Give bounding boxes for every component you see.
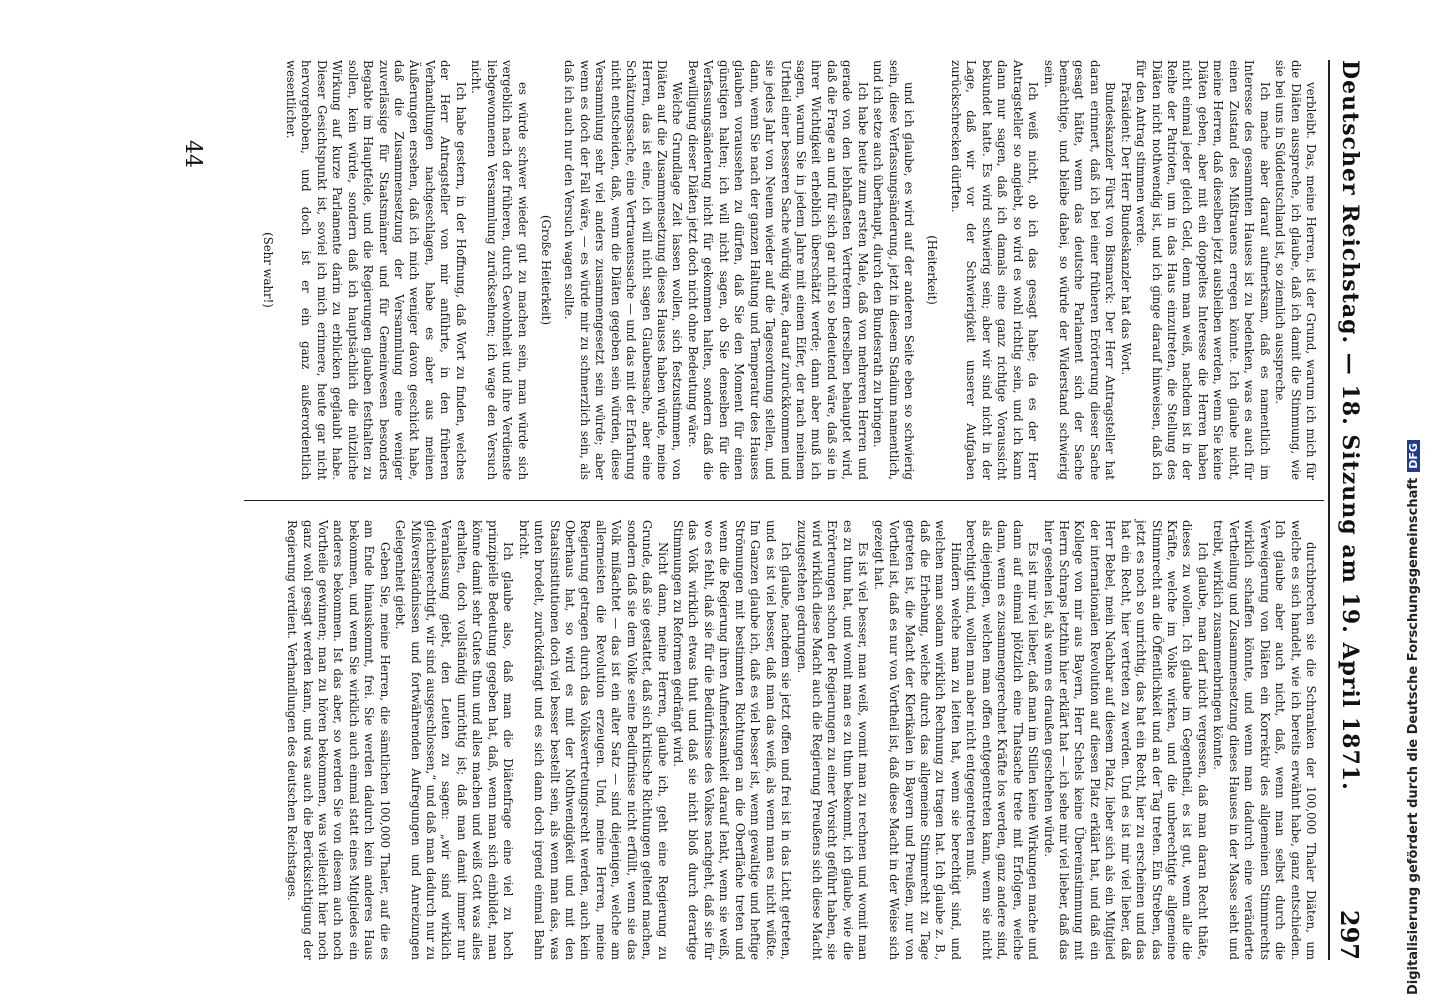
paragraph: Ich mache aber darauf aufmerksam, daß es namentlich im Interesse des gesammten Hauses ist zu bedenken, was es auch für einen Zustand des Mißtrauens erregen könnte. Ich glaube nicht, meine Herren, daß dieselben jetzt ausbleiben werden, wenn Sie keine Diäten geben, aber mit ein doppeltes Interesse die Herren haben nicht einmal jeder gleich Geld, denn man weiß, nachdem ist in der Reihe der Patrioten, um in das Haus einzutreten, die Stellung des Diäten nicht nothwendig ist, und ich ginge darauf hinweisen, daß ich für den Antrag stimmen werde. [1134,60,1272,480]
document-page [10,0,1390,1000]
paragraph: Ich glaube, nachdem sie jetzt offen und frei ist in das Licht getreten, und es ist viel besser, daß man das weiß, als wenn man es nicht wüßte. Im Ganzen glaube ich, daß es viel besser ist, wenn gewaltige und heftige Strömungen mit bestimmten Richtungen an die Oberfläche treten und wenn die Regierung ihren Aufmerksamkeit darauf lenkt, wenn sie weiß, wo es fehlt, daß sie für die Bedürfnisse des Volkes nachgeht, daß sie für das Volk wirklich etwas thut und daß sie nicht bloß durch derartige Stimmungen zu Reformen gedrängt wird. [671,520,794,960]
paragraph: Ich glaube, man darf nicht vergessen, daß man daran Recht thäte, dieses zu wollen. Ich glaube im Gegentheil, es ist gut, wenn alle die Kräfte, welche im Volke wirken, und die unberechtigte allgemeine Stimmrecht an die Öffentlichkeit und an der Tag treten. Ein Streben, das jetzt es noch so unrichtig, das hat ein Recht, hier zu erscheinen und das hat ein Recht, hier vertreten zu werden. Und es ist mir viel lieber, daß Herr Bebel, mein Nachbar auf diesem Platz, lieber sich als ein Mitglied der internationalen Revolution auf diesen Platz erklärt hat, und daß ein Kollege von mir aus Bayern, Herr Schels keine Übereinstimmung mit Herrn Schraps letzthin hier erklärt hat — ich sehe mir viel lieber, daß das hier gesehen ist, als wenn es draußen geschehen würde. [1041,520,1210,960]
paragraph: und ich glaube, es wird auf der anderen Seite eben so schwierig sein, diese Verfassungsänderung, jetzt in diesem Stadium namentlich, und ich setze auch überhaupt, durch den Bundesrath zu bringen. [871,60,917,480]
page-number: 297 [1335,909,1365,960]
paragraph: es würde schwer wieder gut zu machen sein, man würde sich vergeblich nach der früheren, durch Gewohnheit und ihre Verdienste liebgewonnenen Versammlung zurücksehnen; ich wage den Versuch nicht. [469,60,530,480]
paragraph: Ich glaube also, daß man die Diätenfrage eine viel zu hoch prinzipielle Bedeutung gegeben hat, daß, wenn man sich einbildet, man könne damit sehr Gutes thun und alles machen und weiß Gott was alles erhalten, doch vollständig unrichtig ist; daß man damit immer nur Veranlassung giebt, den Leuten zu sagen: „wir sind wirklich gleichberechtigt, wir sind ausgeschlossen,“ und daß man dadurch nur zu Mißverständnissen und fortwährenden Aufregungen und Anreizungen Gelegenheit giebt. [393,520,516,960]
paragraph: verbleibt. Das, meine Herren, ist der Grund, warum ich mich für die Diäten ausspreche, ich glaube, daß ich damit die Stimmung, wie sie bei uns in Süddeutschland ist, so ziemlich ausspreche. [1273,60,1318,480]
paragraph: Welche Grundlage Zeit lassen wollen, sich festzustimmen, von Diäten auf die Zusammensetzung dieses Hauses haben würde, meine Herren, das ist eine, ich will nicht sagen Glaubensache, aber eine Schätzungssache, eine Vertrauenssache — und das mit der Erfahrung nicht entscheiden, daß, wenn die Diäten gegeben sein würden, diese Versammlung sehr viel anders zusammengesetzt sein würde; aber wenn es doch der Fall wäre, — es würde mir zu schmerzlich sein, als daß ich auch nur den Versuch wagen sollte. [562,60,685,480]
paragraph: Geben Sie, meine Herren, die sämtlichen 100,000 Thaler, auf die es am Ende hinauskommt, frei. Sie werden dadurch kein anderes Haus bekommen, und wenn Sie wirklich auch einmal statt eines Mitgliedes ein anderes bekommen. Ist das aber, so werden Sie von diesem auch noch Vortheile gewinnen; man zu hören bekommen, was vielleicht hier noch ganz wohl gesagt werden kann, und was auch die Berücksichtigung der Regierung verdient. Verhandlungen des deutschen Reichstages. [285,520,392,960]
paragraph: Bundeskanzler Fürst von Bismarck: Der Herr Antragsteller hat daran erinnert, daß ich bei einer früheren Erörterung dieser Sache gesagt hätte, wenn das deutsche Parlament sich der Sache bemächtige, und bleibe dabei, so würde der Widerstand schwierig sein. [1041,60,1118,480]
left-text-column [251,60,1318,480]
column-divider [244,500,1324,501]
paragraph: Präsident: Der Herr Bundeskanzler hat das Wort. [1118,82,1133,376]
paragraph: durchbrechen sie die Schranken der 100,000 Thaler Diäten, um welche es sich handelt, wie ich bereits erwähnt habe, ganz entschieden. Ich glaube aber auch nicht, daß, wenn man selbst durch die Verweigerung von Diäten ein Korrektiv des allgemeinen Stimmrechts wirklich schaffen könnte, und wenn man dadurch eine veränderte Vertheilung und Zusammensetzung dieses Hauses in der Masse sieht und treibt, wirklich zusammenbringen könnte. [1211,520,1318,960]
page-header [1328,60,1370,960]
paragraph: Es ist viel besser, man weiß, womit man zu rechnen und womit man es zu thun hat, und womit man es zu thun bekommt, ich glaube, wie die Erörterungen schon der Regierungen zu einer Vorsicht geführt haben, sie wird wirklich diese Macht auch die Regierung Preußens sich diese Macht zuzugestehen gedrungen. [794,520,871,960]
paragraph: (Heiterkeit) [925,235,940,305]
paragraph: (Sehr wahr!) [260,232,275,308]
paragraph: Ich weiß nicht, ob ich das gesagt habe; da es der Herr Antragsteller so angiebt, so wird es wohl richtig sein, und ich kann dann nur sagen, daß ich damals eine ganz richtige Voraussicht bekundet hatte. Es wird schwierig sein; aber wir sind nicht in der Lage, daß wir vor der Schwierigkeit unserer Aufgaben zurückschrecken dürften. [948,60,1041,480]
dfg-logo: DFG [1407,440,1420,472]
paragraph: Ich habe heute zum ersten Male, daß von mehreren Herren und gerade von den lebhaftesten Vertretern derselben behauptet wird, daß die Frage an und für sich gar nicht so bedeutend wäre, daß sie in ihrer Wichtigkeit erheblich überschätzt werde; dann aber muß ich sagen, warum Sie in jedem Jahre mit einem Eifer, der nach meinem Urtheil einer besseren Sache würdig wäre, darauf zurückkommen und sie jedes Jahr von Neuem wieder auf die Tagesordnung stellen, und dann, wenn Sie nach der ganzen Haltung und Temperatur des Hauses glauben voraussehen zu dürfen, daß Sie den Moment für einen günstigen halten; ich will nicht sagen, ob Sie denselben für die Verfassungsänderung nicht für gekommen halten, sondern daß die Bewilligung dieser Diäten jetzt doch nicht ohne Bedeutung wäre. [685,60,870,480]
paragraph: Hindern welche man zu leiten hat, wenn sie berechtigt sind, und welchen man sodann wirklich Rechnung zu tragen hat. Ich glaube z. B., daß die Erhebung, welche durch das allgemeine Stimmrecht zu Tage getreten ist, die Macht der Klerikalen in Bayern und Preußen, nur von Vortheil ist, daß es nur von Vortheil ist, daß diese Macht in der Weise sich gezeigt hat. [871,520,963,960]
signature-mark: 44 [180,140,205,168]
paragraph: (Große Heiterkeit) [539,215,553,325]
digitization-credit-strip [1402,0,1432,1000]
paragraph: Nicht dann, meine Herren, glaube ich, geht eine Regierung zu Grunde, daß sie gestattet, daß sich kritische Richtungen geltend machen, sondern daß sie dem Volke seine Bedürfnisse nicht erfüllt, wenn sie das Volk mißachtet — das ist ein alter Satz — sind diejenigen, welche am allermeisten die Revolution erzeugen. Und, meine Herren, meine Regierung getragen durch das Volksvertretungsrecht werden, auch kein Oberhaus hat, so wird es mit der Nothwendigkeit und mit den Staatsinstitutionen doch viel besser bestellt sein, als wenn man das, was unten brodelt, zurückdrängt und es sich dann doch irgend einmal Bahn bricht. [516,520,670,960]
paragraph: Ich habe gestern, in der Hoffnung, daß Wort zu finden, welches der Herr Antragsteller von mir anführte, in den früheren Verhandlungen nachgeschlagen, habe es aber aus meinen Äußerungen ersehen, daß ich mich weniger davon geschickt habe, daß die Zusammensetzung der Versammlung eine weniger zuverlässige für Staatsmänner und für Gemeinwesen besonders Begabte im Hauptfelde, und die Regierungen glauben festhalten zu sollen, kein würde, sondern daß ich hauptsächlich die nützliche Wirkung auf kurze Parlamente darin zu erblicken geglaubt habe. Dieser Gesichtspunkt ist, soviel ich mich erinnere, heute gar nicht hervorgehoben, und doch ist er ein ganz außerordentlich wesentlicher. [284,60,468,480]
running-title: Deutscher Reichstag. — 18. Sitzung am 19. April 1871. [1337,60,1363,791]
credit-text: Digitalisierung gefördert durch die Deutsche Forschungsgemeinschaft [1406,477,1421,995]
right-text-column [284,520,1318,960]
paragraph: Es ist mir viel lieber, daß man im Stillen keine Wirkungen mache und dann auf einmal plötzlich eine Thatsache trete mit Erfolgen, welche dann, wenn es zusammengerechnet Kräfte los werden, ganz andere sind, als diejenigen, welchen man offen entgegentreten kann, wenn sie nicht berechtigt sind, wollen man aber nicht entgegentreten muß. [964,520,1041,960]
digitization-credit [1406,5,1421,995]
